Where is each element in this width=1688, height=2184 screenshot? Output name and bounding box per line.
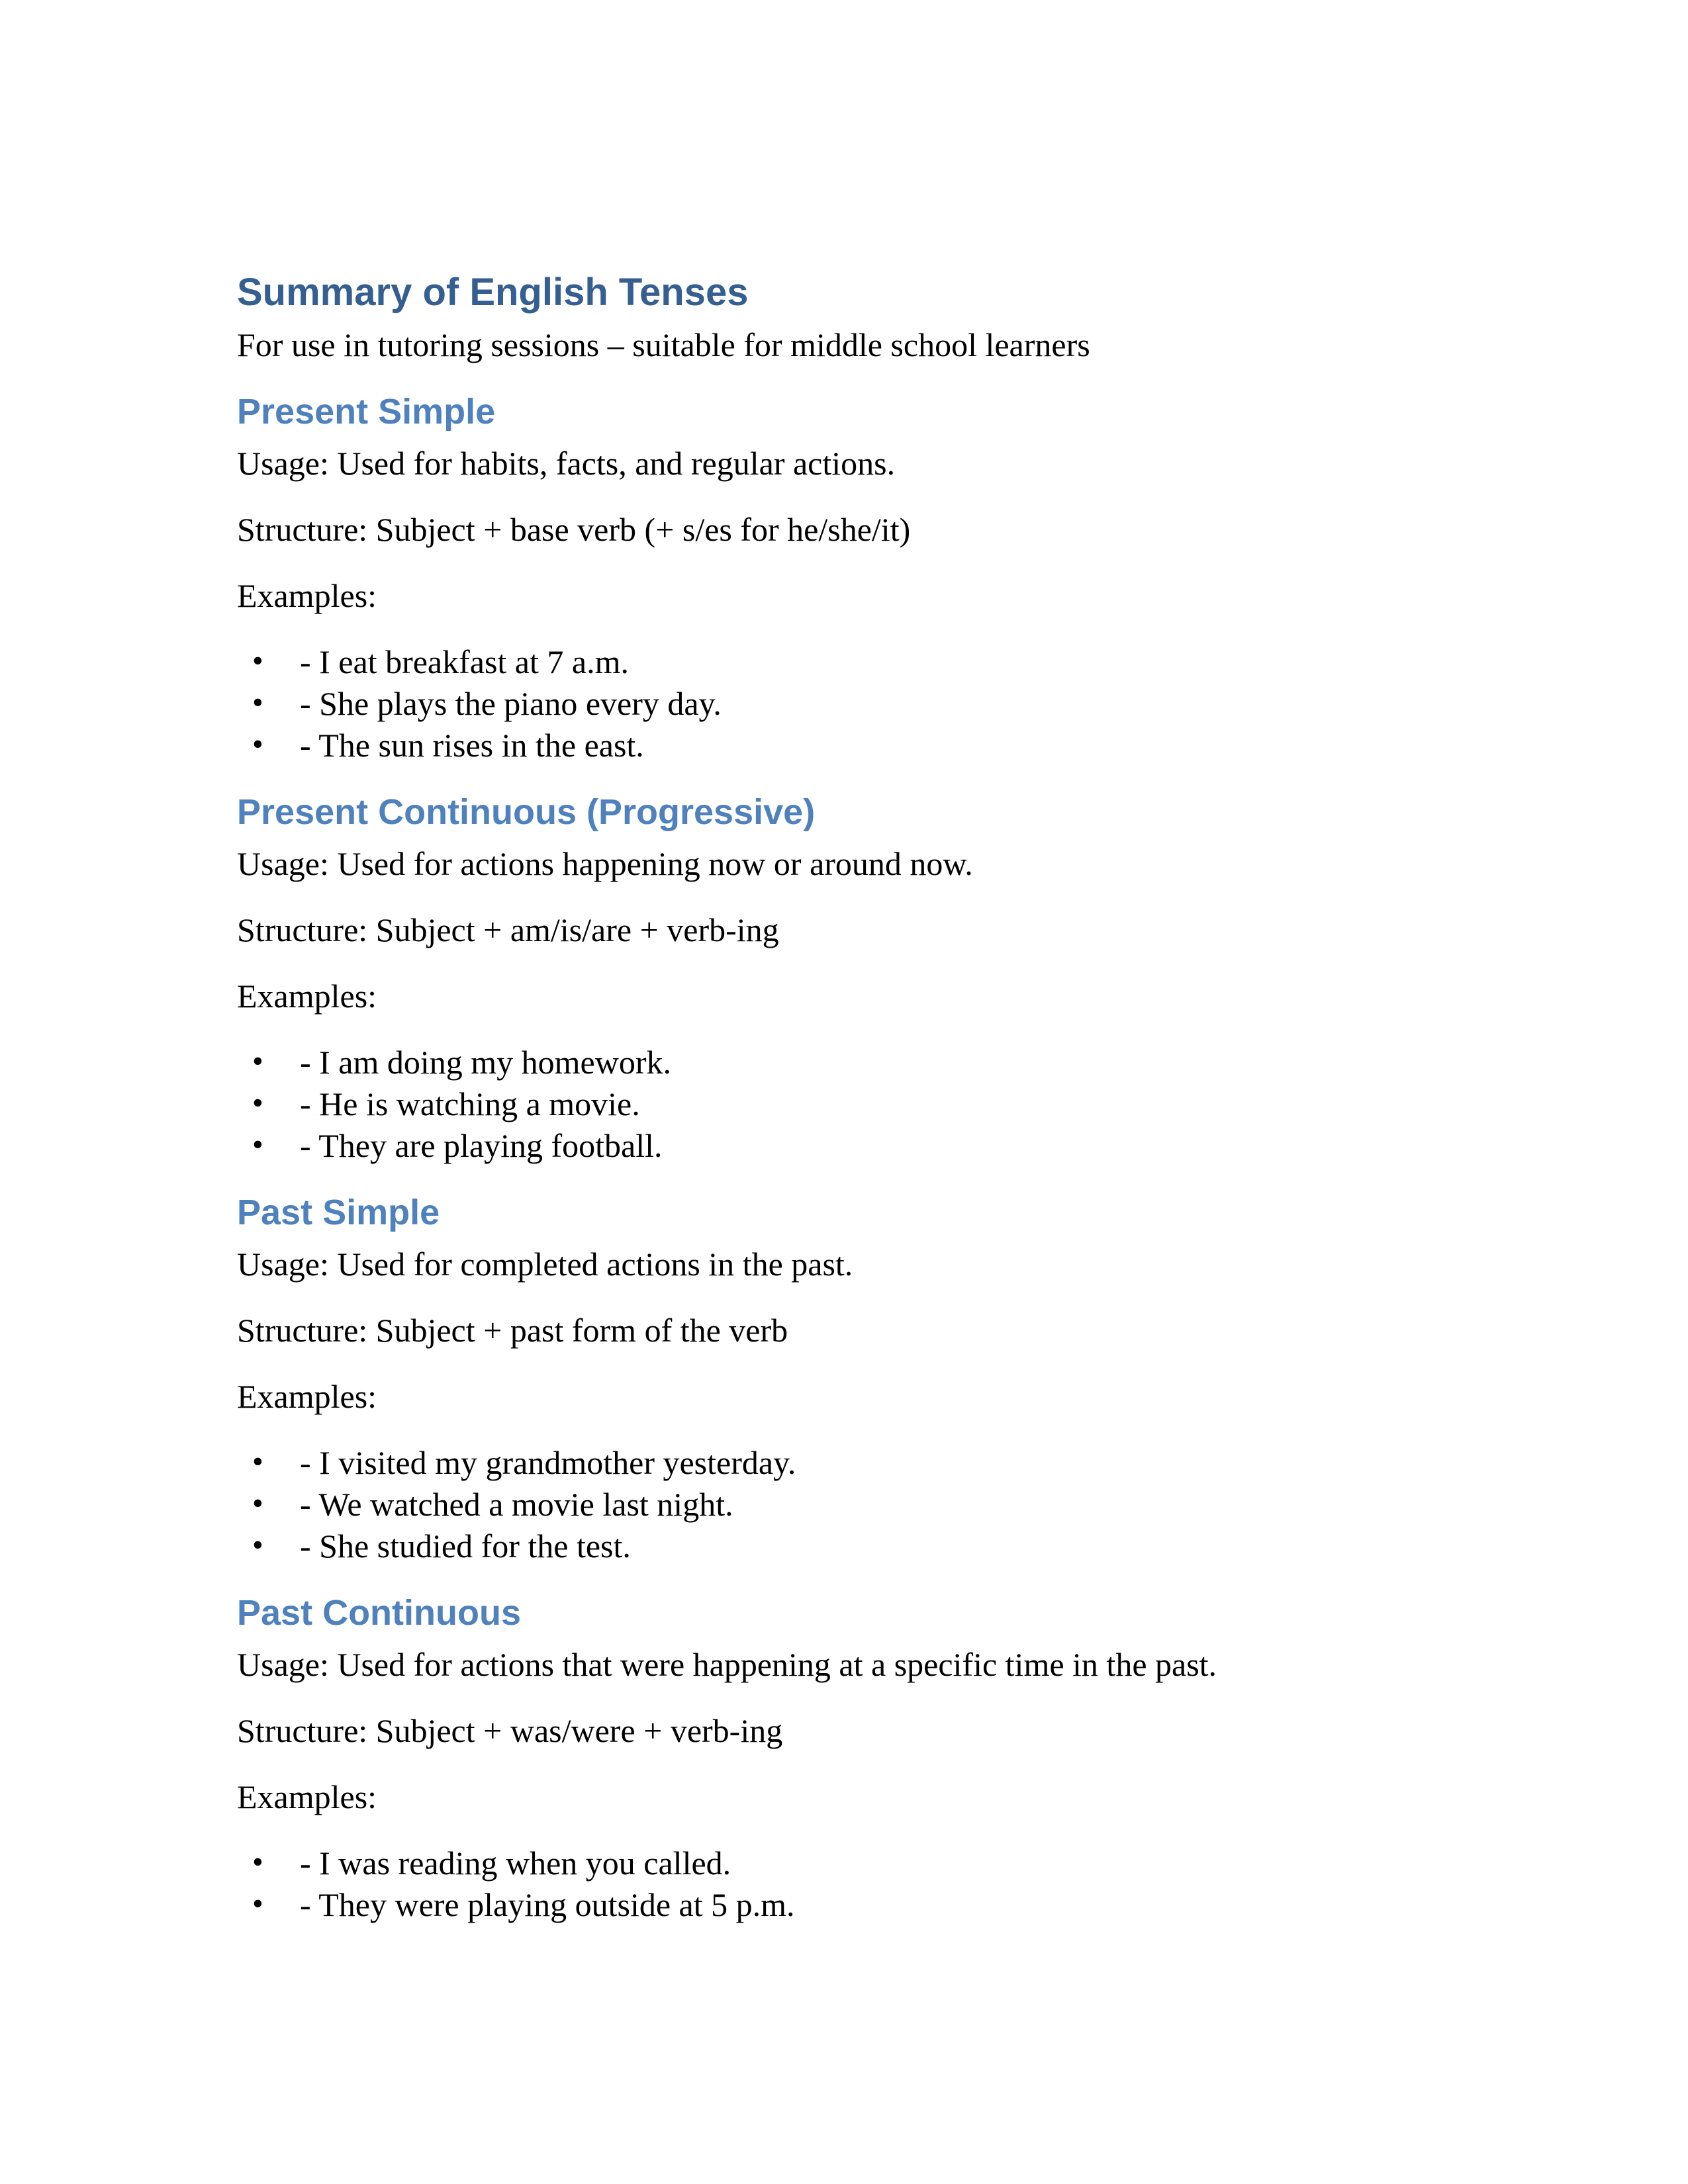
- section-heading: Present Continuous (Progressive): [237, 792, 816, 832]
- tense-section: [237, 791, 1451, 1167]
- examples-label: Examples:: [237, 577, 377, 614]
- example-item: • - The sun rises in the east.: [300, 725, 1451, 766]
- structure-text: Structure: Subject + was/were + verb-ing: [237, 1712, 783, 1749]
- sections-container: [237, 390, 1451, 1926]
- example-item: • - She plays the piano every day.: [300, 683, 1451, 725]
- tense-section: [237, 1191, 1451, 1567]
- usage-text: Usage: Used for completed actions in the past.: [237, 1246, 853, 1283]
- example-item: • - We watched a movie last night.: [300, 1484, 1451, 1525]
- examples-list: [237, 1042, 1451, 1167]
- usage-text: Usage: Used for actions happening now or around now.: [237, 845, 973, 882]
- example-item: • - They were playing outside at 5 p.m.: [300, 1884, 1451, 1926]
- structure-text: Structure: Subject + past form of the verb: [237, 1312, 788, 1349]
- examples-list: [237, 641, 1451, 766]
- section-heading: Past Continuous: [237, 1593, 521, 1633]
- examples-label: Examples:: [237, 1378, 377, 1415]
- structure-text: Structure: Subject + am/is/are + verb-ing: [237, 911, 779, 948]
- examples-label: Examples:: [237, 1778, 377, 1815]
- usage-text: Usage: Used for habits, facts, and regular actions.: [237, 445, 896, 482]
- tense-section: [237, 1592, 1451, 1926]
- structure-text: Structure: Subject + base verb (+ s/es for he/she/it): [237, 511, 911, 548]
- example-item: • - They are playing football.: [300, 1125, 1451, 1167]
- examples-list: [237, 1442, 1451, 1567]
- example-item: • - He is watching a movie.: [300, 1083, 1451, 1125]
- examples-list: [237, 1843, 1451, 1926]
- example-item: • - I eat breakfast at 7 a.m.: [300, 641, 1451, 683]
- example-item: • - I am doing my homework.: [300, 1042, 1451, 1083]
- examples-label: Examples:: [237, 978, 377, 1015]
- section-heading: Past Simple: [237, 1193, 440, 1232]
- example-item: • - I visited my grandmother yesterday.: [300, 1442, 1451, 1484]
- tense-section: [237, 390, 1451, 766]
- usage-text: Usage: Used for actions that were happening at a specific time in the past.: [237, 1646, 1217, 1683]
- example-item: • - I was reading when you called.: [300, 1843, 1451, 1884]
- example-item: • - She studied for the test.: [300, 1525, 1451, 1567]
- page-subtitle: For use in tutoring sessions – suitable for middle school learners: [237, 326, 1090, 363]
- section-heading: Present Simple: [237, 392, 496, 432]
- page-title: Summary of English Tenses: [237, 271, 749, 314]
